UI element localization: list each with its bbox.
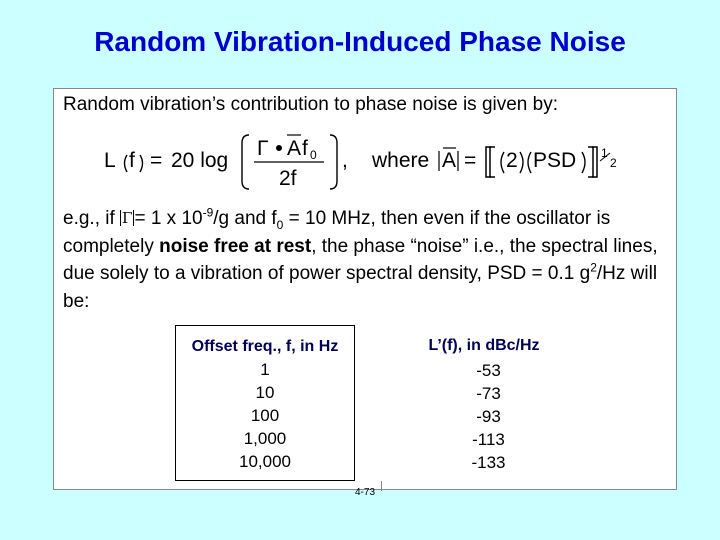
offset-frequency-cell: 100 — [250, 406, 280, 425]
phase-noise-cell: -113 — [472, 430, 505, 449]
offset-frequency-header: Offset freq., f, in Hz — [191, 338, 339, 355]
phase-noise-cell: -93 — [476, 407, 501, 426]
svg-text:A: A — [442, 149, 457, 172]
svg-text:=: = — [150, 149, 163, 172]
svg-text:A: A — [287, 137, 302, 160]
svg-text:where: where — [372, 149, 430, 172]
svg-text:0: 0 — [310, 148, 317, 162]
offset-frequency-cell: 10,000 — [239, 452, 291, 471]
page-number: 4-73 — [354, 487, 375, 498]
svg-text:f: f — [129, 149, 135, 172]
content-panel — [53, 88, 677, 498]
svg-text:20 log: 20 log — [171, 149, 229, 172]
svg-text:PSD: PSD — [533, 149, 577, 172]
svg-text:2f: 2f — [279, 167, 297, 190]
phase-noise-header: L’(f), in dBc/Hz — [428, 337, 540, 354]
phase-noise-formula — [54, 129, 676, 191]
phase-noise-cell: -53 — [476, 361, 501, 380]
svg-text:1: 1 — [601, 146, 608, 160]
offset-frequency-cell: 1 — [260, 360, 270, 379]
svg-text:Γ: Γ — [257, 137, 269, 160]
phase-noise-cell: -73 — [476, 384, 501, 403]
intro-text: Random vibration’s contribution to phase noise is given by: — [63, 94, 558, 115]
phase-noise-cell: -133 — [471, 453, 506, 472]
svg-text:2: 2 — [506, 149, 518, 172]
phase-noise-table — [175, 325, 564, 481]
example-paragraph: e.g., if Γ = 1 x $10^{-9}/g$ and $f_0 = 10$ MHz, then even if the oscillator is completely noise free at rest, the phase “noise” i.e., the spectral lines, due solely to a vibration of power spectral density, PSD = 0.1 $g^2/Hz$ will be: — [63, 205, 658, 312]
offset-frequency-cell: 1,000 — [243, 429, 287, 448]
svg-text:2: 2 — [610, 156, 617, 170]
phase-noise-column — [359, 325, 564, 490]
svg-text:f: f — [302, 137, 308, 160]
offset-frequency-cell: 10 — [255, 383, 275, 402]
slide-title: Random Vibration-Induced Phase Noise — [94, 26, 626, 57]
svg-text:L: L — [104, 149, 116, 172]
svg-text:=: = — [464, 149, 477, 172]
gamma-symbol: Γ — [122, 209, 133, 227]
offset-frequency-column — [175, 325, 355, 481]
svg-text:,: , — [342, 149, 348, 172]
